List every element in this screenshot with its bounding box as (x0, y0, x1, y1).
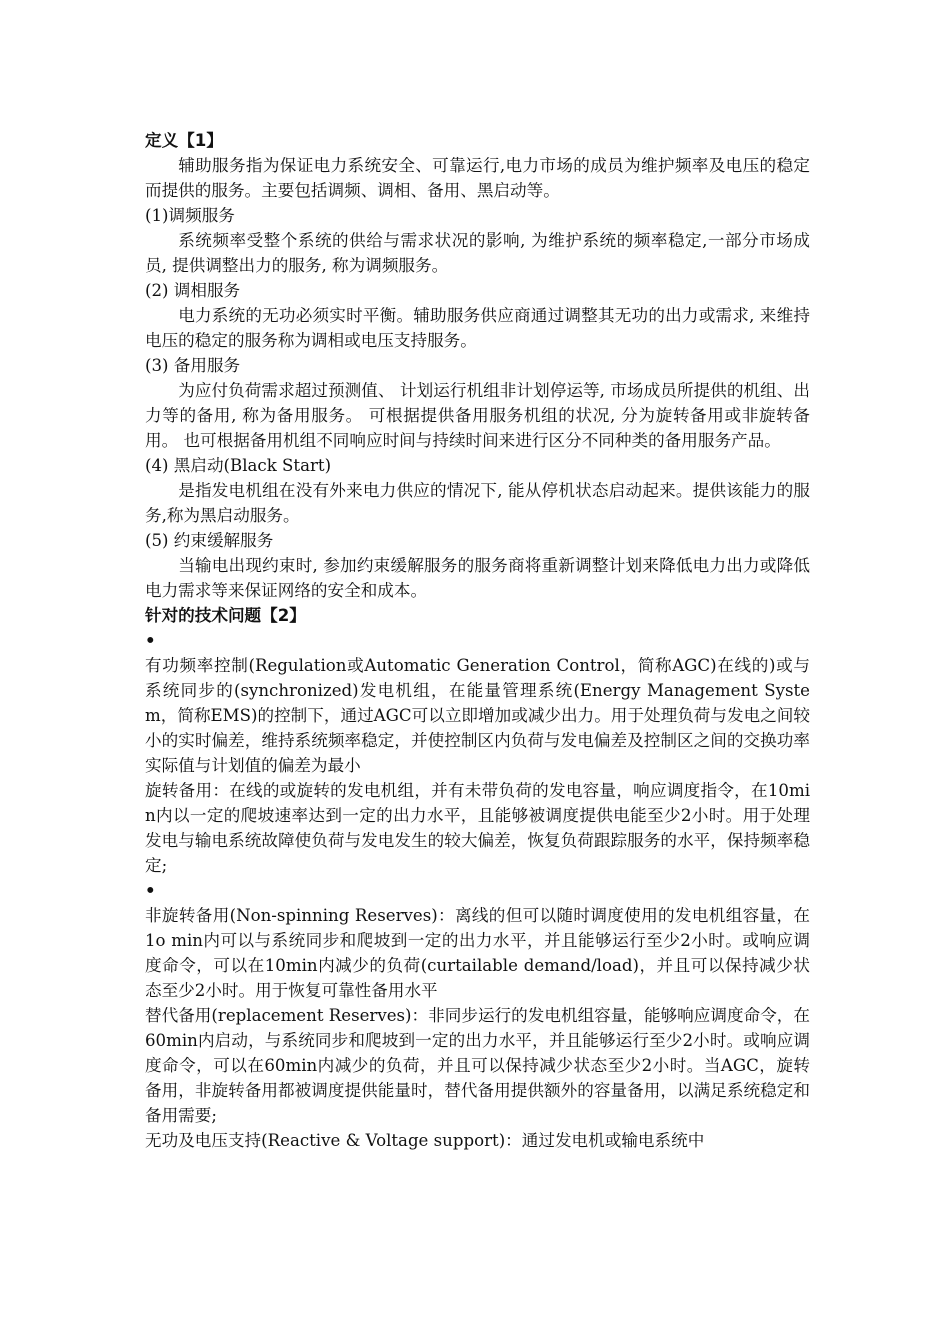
definition-intro: 辅助服务指为保证电力系统安全、可靠运行,电力市场的成员为维护频率及电压的稳定而提供的服务。主要包括调频、调相、备用、黑启动等。 (145, 156, 810, 200)
non-spinning-reserve-paragraph: 非旋转备用(Non-spinning Reserves)：离线的但可以随时调度使用的发电机组容量，在1o min内可以与系统同步和爬坡到一定的出力水平，并且能够运行至少2小时。或响应调度命令，可以在10min内减少的负荷(curtailable demand/load)，并且可以保持减少状态至少2小时。用于恢复可靠性备用水平 (145, 906, 810, 1000)
section-body-black-start: 是指发电机组在没有外来电力供应的情况下, 能从停机状态启动起来。提供该能力的服务,称为黑启动服务。 (145, 481, 810, 525)
section-title-regulation: (1)调频服务 (145, 206, 235, 225)
section-title-black-start: (4) 黑启动(Black Start) (145, 456, 332, 475)
bullet-marker: • (145, 880, 156, 900)
section-title-reserve: (3) 备用服务 (145, 356, 241, 375)
section-body-reactive: 电力系统的无功必须实时平衡。辅助服务供应商通过调整其无功的出力或需求, 来维持电压的稳定的服务称为调相或电压支持服务。 (145, 306, 810, 350)
definition-heading: 定义【1】 (145, 131, 223, 150)
agc-paragraph: 有功频率控制(Regulation或Automatic Generation Control，简称AGC)在线的)或与系统同步的(synchronized)发电机组，在能量管理系统(Energy Management System，简称EMS)的控制下，通过AGC可以立即增加或减少出力。用于处理负荷与发电之间较小的实时偏差，维持系统频率稳定，并使控制区内负荷与发电偏差及控制区之间的交换功率实际值与计划值的偏差为最小 (145, 656, 810, 775)
reactive-voltage-paragraph: 无功及电压支持(Reactive & Voltage support)：通过发电机或输电系统中 (145, 1131, 705, 1150)
bullet-marker: • (145, 630, 156, 650)
section-body-reserve: 为应付负荷需求超过预测值、 计划运行机组非计划停运等, 市场成员所提供的机组、出力等的备用, 称为备用服务。 可根据提供备用服务机组的状况, 分为旋转备用或非旋转备用。 也可根据备用机组不同响应时间与持续时间来进行区分不同种类的备用服务产品。 (145, 381, 810, 450)
section-title-constraint: (5) 约束缓解服务 (145, 531, 274, 550)
section-body-constraint: 当输电出现约束时, 参加约束缓解服务的服务商将重新调整计划来降低电力出力或降低电力需求等来保证网络的安全和成本。 (145, 556, 810, 600)
technical-heading: 针对的技术问题【2】 (145, 606, 306, 625)
section-body-regulation: 系统频率受整个系统的供给与需求状况的影响, 为维护系统的频率稳定,一部分市场成员, 提供调整出力的服务, 称为调频服务。 (145, 231, 810, 275)
section-title-reactive: (2) 调相服务 (145, 281, 241, 300)
spinning-reserve-paragraph: 旋转备用：在线的或旋转的发电机组，并有未带负荷的发电容量，响应调度指令，在10min内以一定的爬坡速率达到一定的出力水平，且能够被调度提供电能至少2小时。用于处理发电与输电系统故障使负荷与发电发生的较大偏差，恢复负荷跟踪服务的水平，保持频率稳定; (145, 781, 810, 875)
document-page (145, 128, 810, 1153)
replacement-reserve-paragraph: 替代备用(replacement Reserves)：非同步运行的发电机组容量，能够响应调度命令，在60min内启动，与系统同步和爬坡到一定的出力水平，并且能够运行至少2小时。或响应调度命令，可以在60min内减少的负荷，并且可以保持减少状态至少2小时。当AGC，旋转备用，非旋转备用都被调度提供能量时，替代备用提供额外的容量备用，以满足系统稳定和备用需要; (145, 1006, 810, 1125)
